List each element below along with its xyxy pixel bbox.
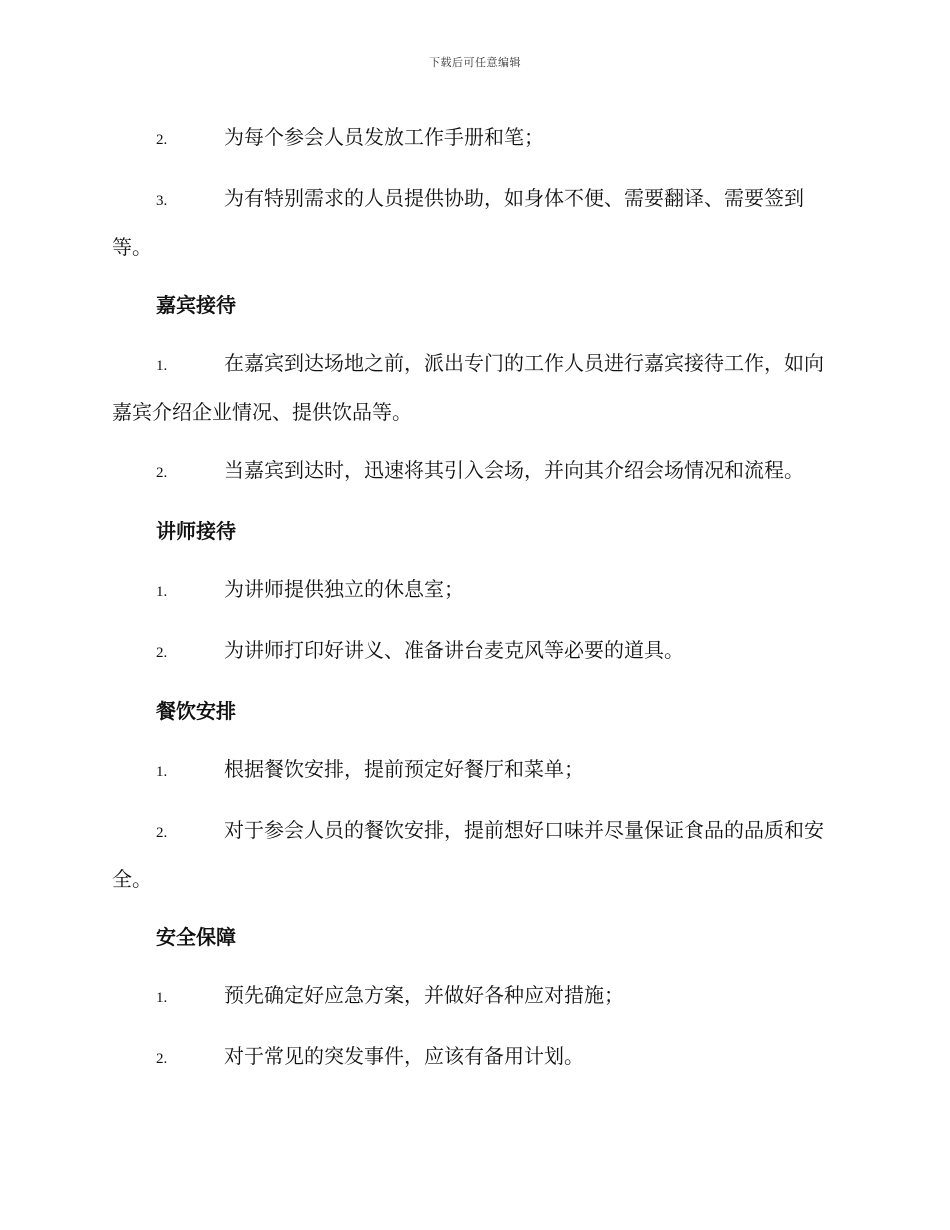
- document-body: [112, 114, 834, 1094]
- section-heading-catering: 餐饮安排: [156, 699, 236, 723]
- list-text: 为讲师打印好讲义、准备讲台麦克风等必要的道具。: [224, 638, 684, 662]
- list-number: 2.: [156, 1051, 168, 1067]
- list-text: 当嘉宾到达时，迅速将其引入会场，并向其介绍会场情况和流程。: [224, 458, 804, 482]
- list-text: 在嘉宾到达场地之前，派出专门的工作人员进行嘉宾接待工作，如向嘉宾介绍企业情况、提供饮品等。: [112, 351, 824, 424]
- list-number: 3.: [156, 193, 168, 209]
- list-item: [112, 746, 834, 795]
- page-header: 下载后可任意编辑: [429, 56, 521, 69]
- list-text: 为有特别需求的人员提供协助，如身体不便、需要翻译、需要签到等。: [112, 186, 804, 259]
- list-number: 2.: [156, 132, 168, 148]
- list-text: 对于参会人员的餐饮安排，提前想好口味并尽量保证食品的品质和安全。: [112, 818, 824, 891]
- list-text: 对于常见的突发事件，应该有备用计划。: [224, 1044, 584, 1068]
- list-text: 为讲师提供独立的休息室；: [224, 577, 464, 601]
- list-item: [112, 114, 834, 163]
- list-item: [112, 175, 834, 270]
- list-number: 1.: [156, 358, 168, 374]
- section-heading-guest-reception: 嘉宾接待: [156, 293, 236, 317]
- list-item: [112, 566, 834, 615]
- section-heading-lecturer-reception: 讲师接待: [156, 519, 236, 543]
- list-item: [112, 447, 834, 496]
- list-item: [112, 972, 834, 1021]
- list-item: [112, 627, 834, 676]
- list-number: 1.: [156, 990, 168, 1006]
- list-text: 为每个参会人员发放工作手册和笔；: [224, 125, 544, 149]
- list-item: [112, 340, 834, 435]
- list-number: 1.: [156, 584, 168, 600]
- list-number: 1.: [156, 764, 168, 780]
- list-item: [112, 807, 834, 902]
- list-number: 2.: [156, 465, 168, 481]
- section-heading-security: 安全保障: [156, 925, 236, 949]
- list-item: [112, 1033, 834, 1082]
- list-number: 2.: [156, 645, 168, 661]
- list-text: 预先确定好应急方案，并做好各种应对措施；: [224, 983, 624, 1007]
- list-number: 2.: [156, 825, 168, 841]
- list-text: 根据餐饮安排，提前预定好餐厅和菜单；: [224, 757, 584, 781]
